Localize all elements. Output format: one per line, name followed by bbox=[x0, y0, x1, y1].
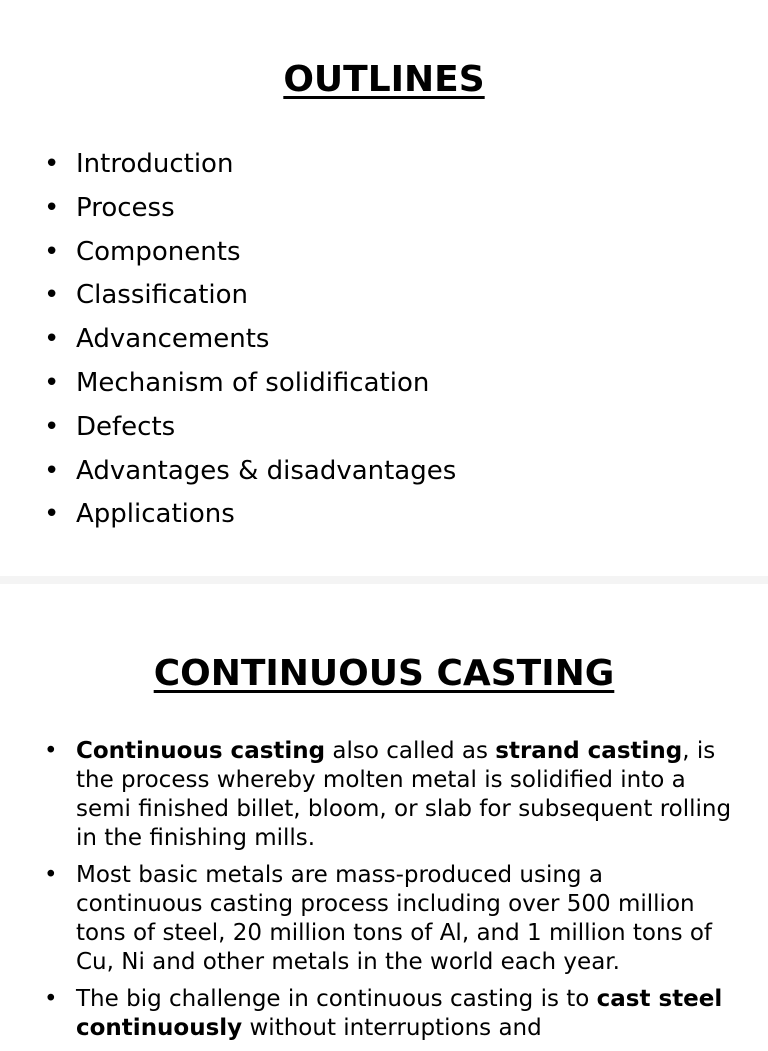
list-item: • The big challenge in continuous casting is to cast steel continuously without interruptions and bbox=[44, 986, 723, 1041]
slide-title: CONTINUOUS CASTING bbox=[153, 653, 615, 694]
list-item: • Process bbox=[44, 187, 744, 231]
slide-title: OUTLINES bbox=[283, 59, 485, 100]
outline-list bbox=[44, 143, 744, 537]
bullet-icon: • bbox=[44, 324, 60, 355]
bullet-icon: • bbox=[44, 986, 58, 1012]
bullet-icon: • bbox=[44, 862, 58, 888]
list-item: • Classification bbox=[44, 274, 744, 318]
list-item: • Defects bbox=[44, 406, 744, 450]
slide-continuous-casting bbox=[0, 584, 768, 1041]
bullet-icon: • bbox=[44, 149, 60, 179]
bullet-icon: • bbox=[44, 499, 60, 530]
list-item: • Advantages & disadvantages bbox=[44, 450, 744, 494]
term-continuous-casting: Continuous casting bbox=[76, 738, 326, 764]
bullet-icon: • bbox=[44, 236, 60, 267]
term-cast-steel-continuously: cast steel continuously bbox=[76, 986, 723, 1041]
bullet-icon: • bbox=[44, 738, 58, 764]
list-item: • Applications bbox=[44, 493, 744, 537]
list-item: • Mechanism of solidification bbox=[44, 362, 744, 406]
list-item: • Introduction bbox=[44, 143, 744, 187]
list-item: • Most basic metals are mass-produced using a continuous casting process including over 500 million tons of steel, 20 million tons of Al, and 1 million tons of Cu, Ni and other metals in the world each year. bbox=[44, 862, 713, 975]
bullet-icon: • bbox=[44, 192, 60, 223]
list-item: • Continuous casting also called as strand casting, is the process whereby molten metal is solidified into a semi finished billet, bloom, or slab for subsequent rolling in the finishing mills. bbox=[44, 738, 732, 851]
bullet-icon: • bbox=[44, 455, 60, 486]
slide-divider bbox=[0, 576, 768, 584]
content-list bbox=[44, 737, 734, 1051]
list-item: • Components bbox=[44, 231, 744, 275]
bullet-icon: • bbox=[44, 280, 60, 311]
list-item: • Advancements bbox=[44, 318, 744, 362]
bullet-icon: • bbox=[44, 367, 60, 398]
bullet-icon: • bbox=[44, 411, 60, 442]
term-strand-casting: strand casting bbox=[495, 738, 683, 764]
